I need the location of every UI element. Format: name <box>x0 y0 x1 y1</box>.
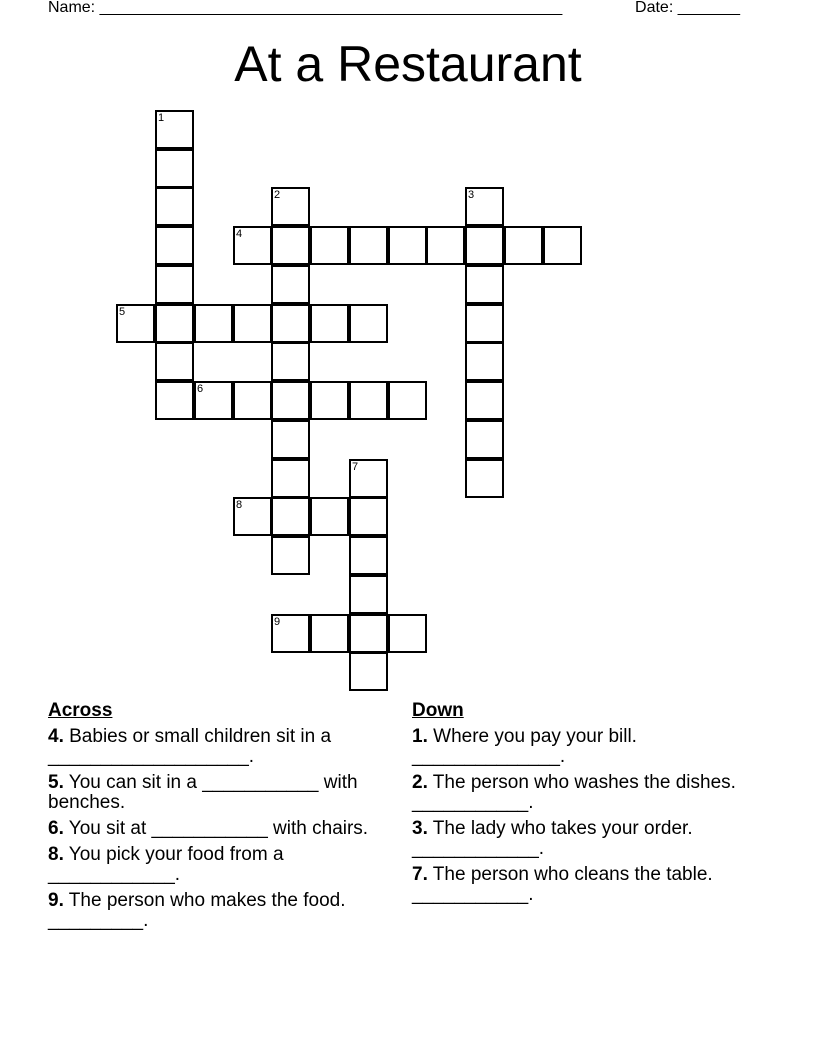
clue-across-8: 8. You pick your food from a ____________. <box>48 844 284 885</box>
crossword-cell[interactable] <box>504 226 543 265</box>
crossword-cell[interactable] <box>194 304 233 343</box>
crossword-cell[interactable] <box>155 265 194 304</box>
crossword-cell[interactable] <box>349 536 388 575</box>
down-clues <box>412 701 752 911</box>
crossword-cell[interactable] <box>349 614 388 653</box>
crossword-cell[interactable] <box>465 226 504 265</box>
crossword-cell[interactable] <box>426 226 465 265</box>
crossword-cell[interactable] <box>349 497 388 536</box>
crossword-cell[interactable] <box>155 149 194 188</box>
clue-down-7: 7. The person who cleans the table. ___________. <box>412 864 713 905</box>
crossword-cell[interactable] <box>271 304 310 343</box>
crossword-cell[interactable] <box>349 381 388 420</box>
crossword-cell[interactable] <box>465 459 504 498</box>
crossword-cell[interactable] <box>271 459 310 498</box>
clue-across-5: 5. You can sit in a ___________ with benches. <box>48 772 358 813</box>
crossword-cell[interactable] <box>310 614 349 653</box>
crossword-cell[interactable] <box>194 381 233 420</box>
crossword-cell[interactable] <box>349 652 388 691</box>
crossword-cell[interactable] <box>388 381 427 420</box>
crossword-cell[interactable] <box>271 381 310 420</box>
crossword-cell[interactable] <box>310 226 349 265</box>
crossword-cell[interactable] <box>271 265 310 304</box>
cell-number: 7 <box>352 461 359 473</box>
cell-number: 1 <box>158 112 165 124</box>
crossword-cell[interactable] <box>271 420 310 459</box>
cell-number: 2 <box>274 189 281 201</box>
crossword-cell[interactable] <box>233 304 272 343</box>
crossword-cell[interactable] <box>310 381 349 420</box>
crossword-cell[interactable] <box>155 110 194 149</box>
crossword-cell[interactable] <box>155 226 194 265</box>
crossword-cell[interactable] <box>543 226 582 265</box>
clue-across-6: 6. You sit at ___________ with chairs. <box>48 818 369 839</box>
crossword-cell[interactable] <box>465 304 504 343</box>
crossword-cell[interactable] <box>465 420 504 459</box>
clue-across-9: 9. The person who makes the food. _________. <box>48 890 346 931</box>
across-clues <box>48 701 393 937</box>
date-field: Date: _______ <box>635 0 740 16</box>
crossword-cell[interactable] <box>155 342 194 381</box>
clue-down-2: 2. The person who washes the dishes. ___________. <box>412 772 736 813</box>
clue-down-3: 3. The lady who takes your order. ____________. <box>412 818 693 859</box>
crossword-cell[interactable] <box>271 342 310 381</box>
crossword-cell[interactable] <box>465 265 504 304</box>
cell-number: 3 <box>468 189 475 201</box>
clue-across-4: 4. Babies or small children sit in a ___________________. <box>48 726 332 767</box>
crossword-cell[interactable] <box>271 536 310 575</box>
crossword-cell[interactable] <box>271 497 310 536</box>
crossword-cell[interactable] <box>465 381 504 420</box>
clue-down-1: 1. Where you pay your bill. ______________. <box>412 726 637 767</box>
crossword-cell[interactable] <box>271 226 310 265</box>
crossword-cell[interactable] <box>349 304 388 343</box>
crossword-cell[interactable] <box>388 614 427 653</box>
page-title: At a Restaurant <box>234 36 582 92</box>
crossword-cell[interactable] <box>388 226 427 265</box>
crossword-cell[interactable] <box>271 614 310 653</box>
name-field: Name: ____________________________________________________ <box>48 0 563 16</box>
crossword-cell[interactable] <box>271 187 310 226</box>
crossword-cell[interactable] <box>233 497 272 536</box>
crossword-cell[interactable] <box>349 226 388 265</box>
crossword-cell[interactable] <box>310 304 349 343</box>
crossword-cell[interactable] <box>349 459 388 498</box>
crossword-cell[interactable] <box>233 381 272 420</box>
crossword-cell[interactable] <box>116 304 155 343</box>
cell-number: 4 <box>236 228 243 240</box>
crossword-cell[interactable] <box>465 342 504 381</box>
crossword-cell[interactable] <box>349 575 388 614</box>
cell-number: 6 <box>197 383 204 395</box>
crossword-cell[interactable] <box>310 497 349 536</box>
cell-number: 8 <box>236 499 243 511</box>
down-heading: Down <box>412 700 464 721</box>
crossword-cell[interactable] <box>155 304 194 343</box>
crossword-cell[interactable] <box>465 187 504 226</box>
crossword-cell[interactable] <box>233 226 272 265</box>
crossword-cell[interactable] <box>155 187 194 226</box>
cell-number: 9 <box>274 616 281 628</box>
crossword-cell[interactable] <box>155 381 194 420</box>
cell-number: 5 <box>119 306 126 318</box>
across-heading: Across <box>48 700 113 721</box>
